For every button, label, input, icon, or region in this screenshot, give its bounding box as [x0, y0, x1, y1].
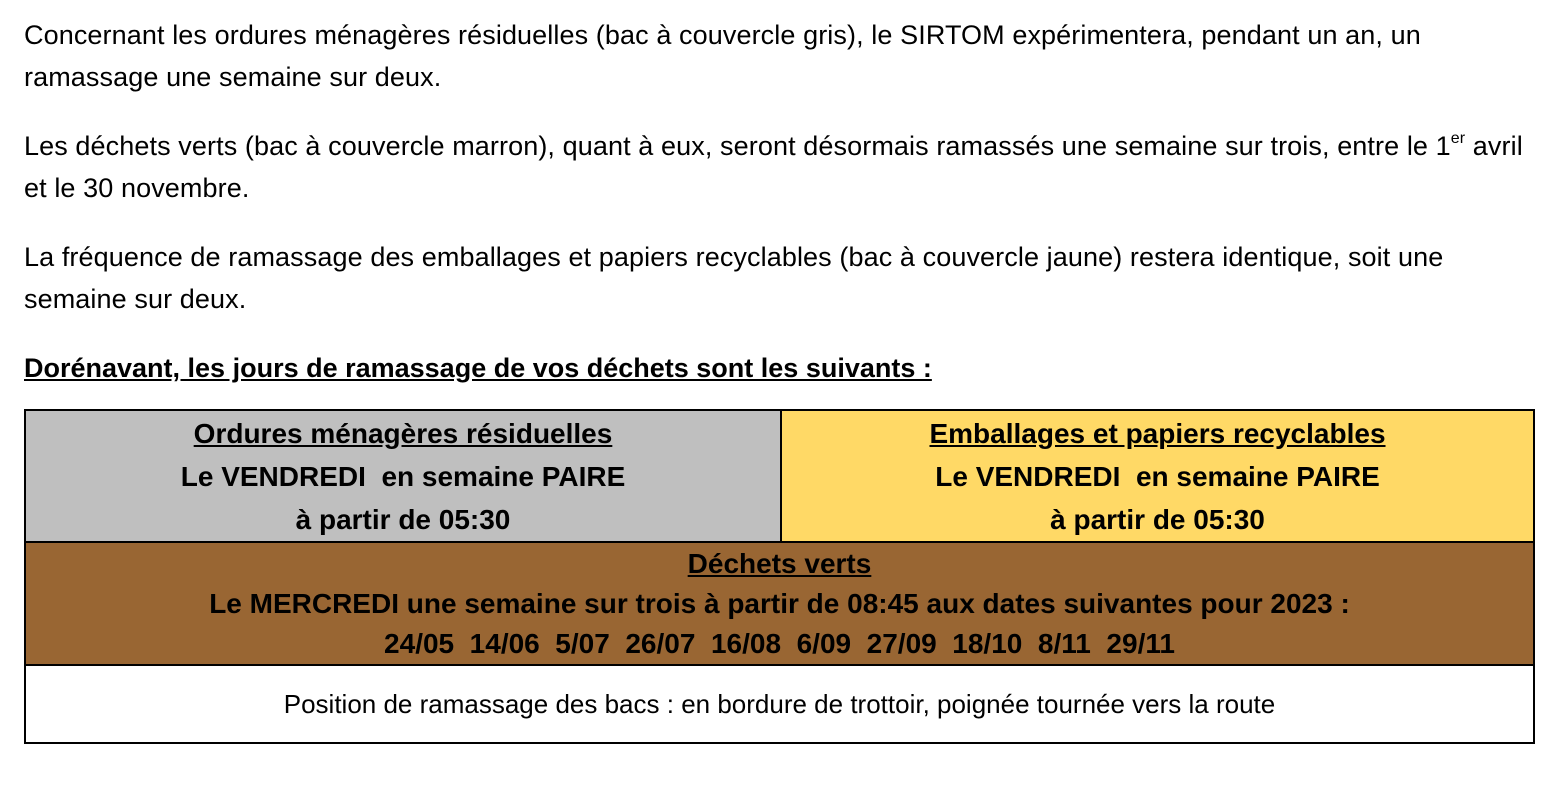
paragraph-green-waste — [24, 125, 1534, 209]
green-waste-title: Déchets verts — [687, 547, 872, 579]
green-waste-dates: 24/05 14/06 5/07 26/07 16/08 6/09 27/09 18/10 8/11 29/11 — [384, 627, 1175, 659]
recyclables-day: Le VENDREDI en semaine PAIRE — [935, 460, 1380, 492]
green-waste-schedule: Le MERCREDI une semaine sur trois à partir de 08:45 aux dates suivantes pour 2023 : — [209, 587, 1350, 619]
paragraph-green-waste-text-1: Les déchets verts (bac à couvercle marron), quant à eux, seront désormais ramassés une semaine sur trois, entre le 1 — [24, 131, 1451, 161]
table-row — [25, 542, 1534, 665]
residual-waste-cell — [25, 410, 781, 542]
residual-waste-day: Le VENDREDI en semaine PAIRE — [180, 460, 626, 492]
table-row — [25, 410, 1534, 542]
document-page — [24, 14, 1534, 744]
green-waste-cell — [25, 542, 1534, 665]
recyclables-cell — [781, 410, 1534, 542]
residual-waste-time: à partir de 05:30 — [295, 503, 511, 535]
superscript-er: er — [1450, 130, 1466, 147]
table-row — [25, 665, 1534, 743]
residual-waste-title: Ordures ménagères résiduelles — [193, 417, 613, 449]
paragraph-green-waste-text-2: avril et le 30 novembre. — [24, 131, 1523, 203]
paragraph-residual-waste: Concernant les ordures ménagères résiduelles (bac à couvercle gris), le SIRTOM expérimentera, pendant un an, un ramassage une semaine sur deux. — [24, 20, 1421, 92]
recyclables-title: Emballages et papiers recyclables — [929, 417, 1386, 449]
paragraph-recyclables: La fréquence de ramassage des emballages et papiers recyclables (bac à couvercle jaune) restera identique, soit une semaine sur deux. — [24, 242, 1444, 314]
recyclables-time: à partir de 05:30 — [1050, 503, 1265, 535]
schedule-heading: Dorénavant, les jours de ramassage de vos déchets sont les suivants : — [24, 353, 932, 383]
bin-position-cell: Position de ramassage des bacs : en bordure de trottoir, poignée tournée vers la route — [25, 665, 1534, 743]
collection-schedule-table — [24, 409, 1535, 744]
